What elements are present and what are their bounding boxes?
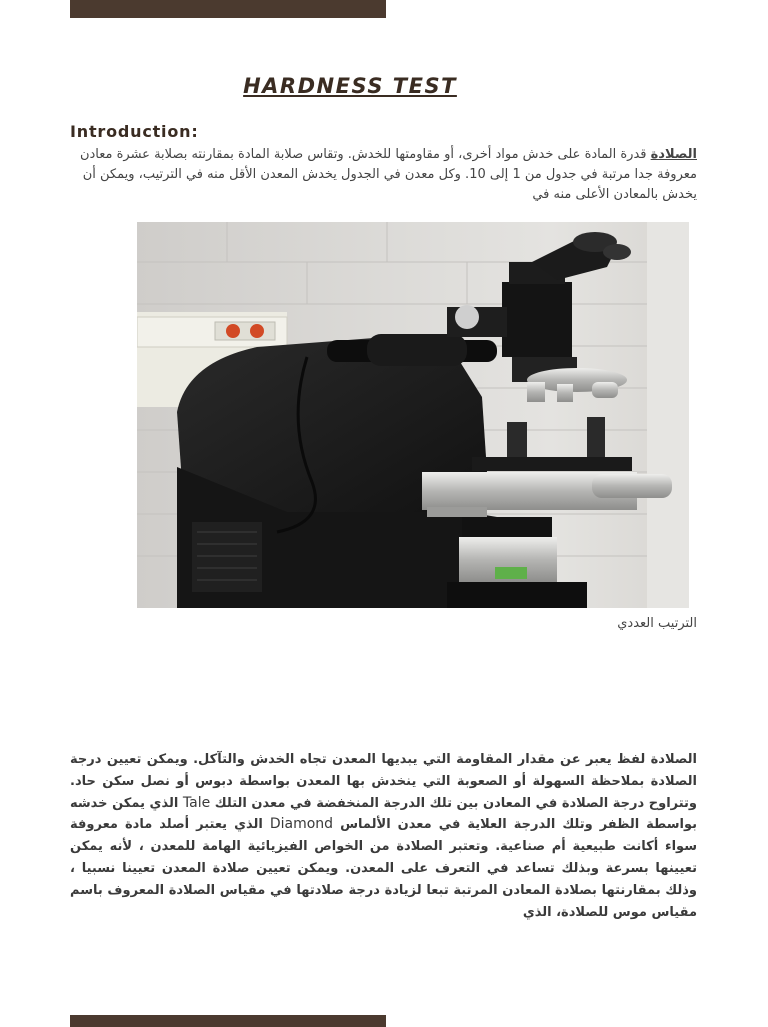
diamond-term: Diamond xyxy=(269,816,334,833)
intro-text: قدرة المادة على خدش مواد أخرى، أو مقاومتها للخدش. وتقاس صلابة المادة بمقارنته بصلابة عشرة معادن معروفة جدا مرتبة في جدول من 1 إلى 10. وكل معدن في الجدول يخدش المعدن الأقل منه في الترتيب، ويمكن أن يخدش بالمعادن الأعلى منه في xyxy=(79,147,697,202)
introduction-heading: Introduction: xyxy=(70,122,199,141)
body-paragraph xyxy=(70,749,697,923)
microhardness-tester-photo xyxy=(137,222,689,608)
bottom-decorative-bar xyxy=(70,1015,386,1027)
top-decorative-bar xyxy=(70,0,386,18)
body-text-part-3: الذي يعتبر أصلد مادة معروفة سواء أكانت طبيعية أم صناعية. وتعتبر الصلادة من الخواص الفيزيائية الهامة للمعدن ، لأنه يمكن تعيينها بسرعة وبذلك تساعد في التعرف على المعدن. ويمكن تعيين صلادة المعدن تعيينا نسبيا ، وذلك بمقارنتها بصلادة المعادن المرتبة تبعا لزيادة درجة صلادتها في مقياس الصلادة المعروف باسم مقياس موس للصلادة، الذي xyxy=(70,817,697,920)
microscope-illustration xyxy=(137,222,689,608)
body-text-part-1: الصلادة لفظ يعبر عن مقدار المقاومة التي يبديها المعدن تجاه الخدش والتآكل. ويمكن تعيين درجة الصلادة بملاحظة السهولة أو الصعوبة التي ينخدش بها المعدن بواسطة دبوس أو نصل سكن حاد. وتتراوح درجة الصلادة في المعادن بين تلك الدرجة المنخفضة في معدن التلك xyxy=(70,752,698,811)
body-text-part-2: الذي يمكن خدشه بواسطة الظفر وتلك الدرجة العلاية في معدن الألماس xyxy=(70,795,697,833)
talc-term: Tale xyxy=(182,794,211,811)
hardness-term: الصلادة xyxy=(650,147,697,162)
page-title: HARDNESS TEST xyxy=(243,74,457,98)
intro-paragraph xyxy=(70,145,697,205)
figure-caption: الترتيب العددي xyxy=(617,616,697,631)
